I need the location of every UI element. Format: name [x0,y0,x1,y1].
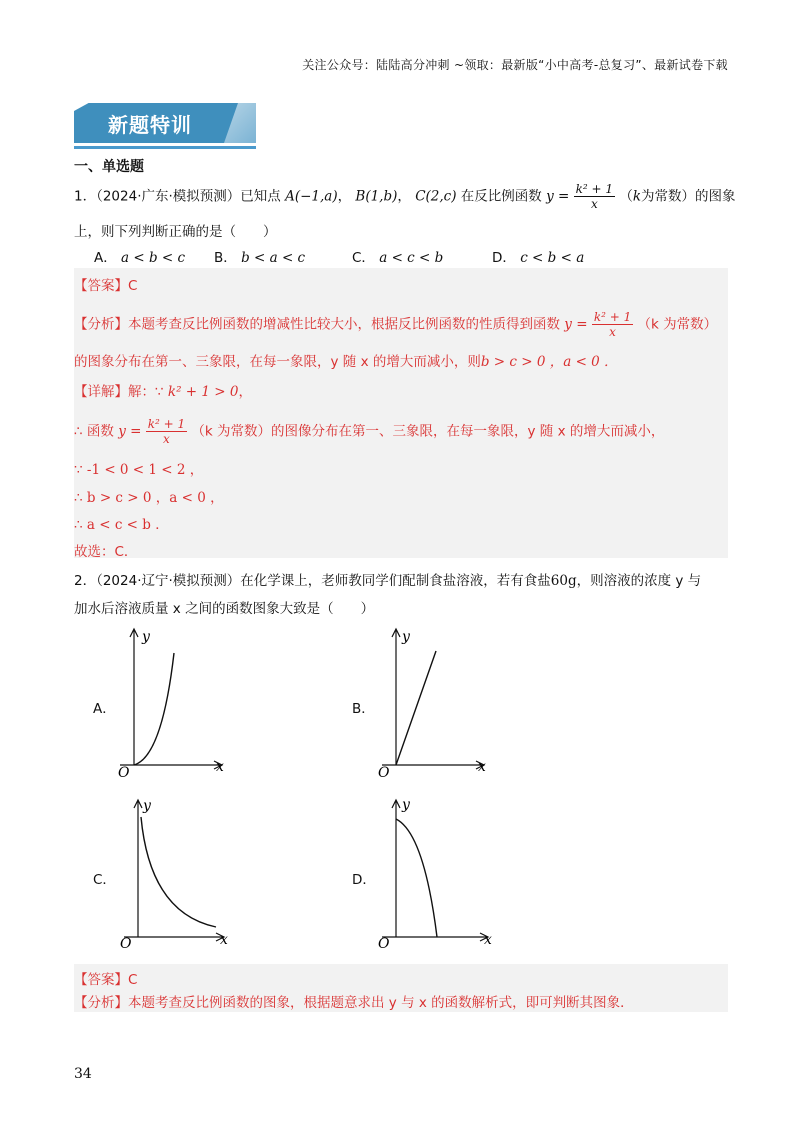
frac-num: k² + 1 [147,417,186,431]
func-y-eq: y = [118,423,142,440]
q1-line1: 1．（2024·广东·模拟预测）已知点 A(−1,a)， B(1,b)， C(2,c) 在反比例函数 y = $\frac{\text{k² + 1}}{x}$ （k为常数）的图象 [74,182,736,211]
analysis-line2-math: b > c > 0 ，a < 0 ． [480,354,618,370]
answer-value: C [128,972,138,988]
option-expr: a < c < b [379,250,444,266]
section-title: 一、单选题 [74,159,144,175]
section-banner [74,97,256,151]
q2-line2: 加水后溶液质量 x 之间的函数图象大致是（ ） [74,601,375,617]
x-label: x [216,759,224,775]
banner-rule [74,146,256,149]
point-b: B(1,b) [355,188,398,205]
func-fraction [146,417,187,446]
answer2-line [74,968,137,988]
origin-label: O [378,765,390,780]
analysis-tag: 【分析】 [74,995,128,1011]
q1-option-b[interactable] [214,246,305,266]
q1-paren: （ [619,188,633,205]
y-label: y [142,629,150,645]
option-label: D． [492,250,516,266]
banner-title: 新题特训 [108,113,192,137]
graph-b[interactable] [374,625,494,780]
analysis-fraction [592,310,633,339]
origin-label: O [118,765,130,780]
q1-k-note: 为常数）的图象 [641,188,736,205]
x-label: x [220,932,228,948]
analysis-text: 本题考查反比例函数的增减性比较大小，根据反比例函数的性质得到函数 [128,316,560,333]
origin-label: O [378,936,390,952]
graph-c-label[interactable]: C． [93,872,116,888]
option-label: A． [94,250,117,266]
q1-option-d[interactable] [492,246,584,266]
point-a: A(−1,a) [285,188,338,205]
curve [396,819,437,937]
because-line: ∵ -1 < 0 < 1 < 2 ， [74,462,204,478]
analysis1-line2 [74,350,618,370]
curve [134,653,174,765]
func-post: （k 为常数）的图像分布在第一、三象限，在每一象限，y 随 x 的增大而减小， [191,423,665,440]
q1-fraction [574,182,615,211]
line-graph [396,651,436,765]
y-label: y [402,797,410,813]
q1-k: k [632,188,642,205]
answer-tag: 【答案】 [74,972,128,988]
q1-option-a[interactable] [94,246,185,266]
analysis-y-eq: y = [564,316,588,333]
q2-line1-text: 2．（2024·辽宁·模拟预测）在化学课上，老师教同学们配制食盐溶液，若有食盐 [74,573,551,589]
q1-mid: 在反比例函数 [460,188,542,205]
answer-tag: 【答案】 [74,278,128,294]
option-expr: b < a < c [241,250,306,266]
x-label: x [478,759,486,775]
q1-frac-num: k² + 1 [575,182,614,196]
analysis-k-note: （k 为常数） [637,316,718,333]
frac-den: x [609,325,616,339]
page-header: 关注公众号：陆陆高分冲刺 ~领取：最新版“小中高考-总复习”、最新试卷下载 [302,58,728,72]
detail-math: k² + 1 > 0 [167,384,239,400]
detail-text: 解：∵ [128,384,164,400]
q1-frac-den: x [590,197,598,211]
point-c: C(2,c) [415,188,457,205]
analysis-text: 本题考查反比例函数的图象，根据题意求出 y 与 x 的函数解析式，即可判断其图象． [128,995,634,1011]
y-label: y [143,798,151,814]
q2-line1-end: ，则溶液的浓度 y 与 [576,573,702,589]
detail-tag: 【详解】 [74,384,128,400]
answer-value: C [128,278,138,294]
answer1-line [74,274,137,294]
frac-den: x [163,432,170,446]
origin-label: O [120,936,132,952]
detail1-func-line [74,417,664,446]
page-number: 34 [74,1066,92,1082]
analysis-line2-text: 的图象分布在第一、三象限，在每一象限，y 随 x 的增大而减小，则 [74,354,481,370]
choice-line: 故选：C． [74,544,138,560]
therefore-line1: ∴ b > c > 0 ，a < 0 ， [74,490,224,506]
option-label: C． [352,250,375,266]
y-label: y [402,629,410,645]
graph-c[interactable] [116,795,236,953]
analysis2-line [74,991,634,1011]
graph-a-label[interactable]: A． [93,701,116,717]
q2-mass: 60g [550,573,577,589]
graph-d-label[interactable]: D． [352,872,376,888]
func-pre: ∴ 函数 [74,423,114,440]
option-label: B． [214,250,237,266]
frac-num: k² + 1 [593,310,632,324]
q1-prefix: 1．（2024·广东·模拟预测）已知点 [74,188,281,205]
graph-a[interactable] [112,625,232,780]
q2-line1 [74,569,701,589]
detail1-line [74,380,252,400]
analysis-tag: 【分析】 [74,316,128,333]
therefore-line2: ∴ a < c < b ． [74,517,169,533]
graph-b-label[interactable]: B． [352,701,375,717]
curve [141,817,216,927]
analysis1-line1 [74,310,717,339]
option-expr: c < b < a [520,250,585,266]
detail-end: ， [238,384,252,400]
option-expr: a < b < c [121,250,186,266]
graph-d[interactable] [374,793,499,953]
x-label: x [484,932,492,948]
q1-y-eq: y = [546,188,570,205]
q1-option-c[interactable] [352,246,443,266]
q1-line2: 上，则下列判断正确的是（ ） [74,224,277,240]
